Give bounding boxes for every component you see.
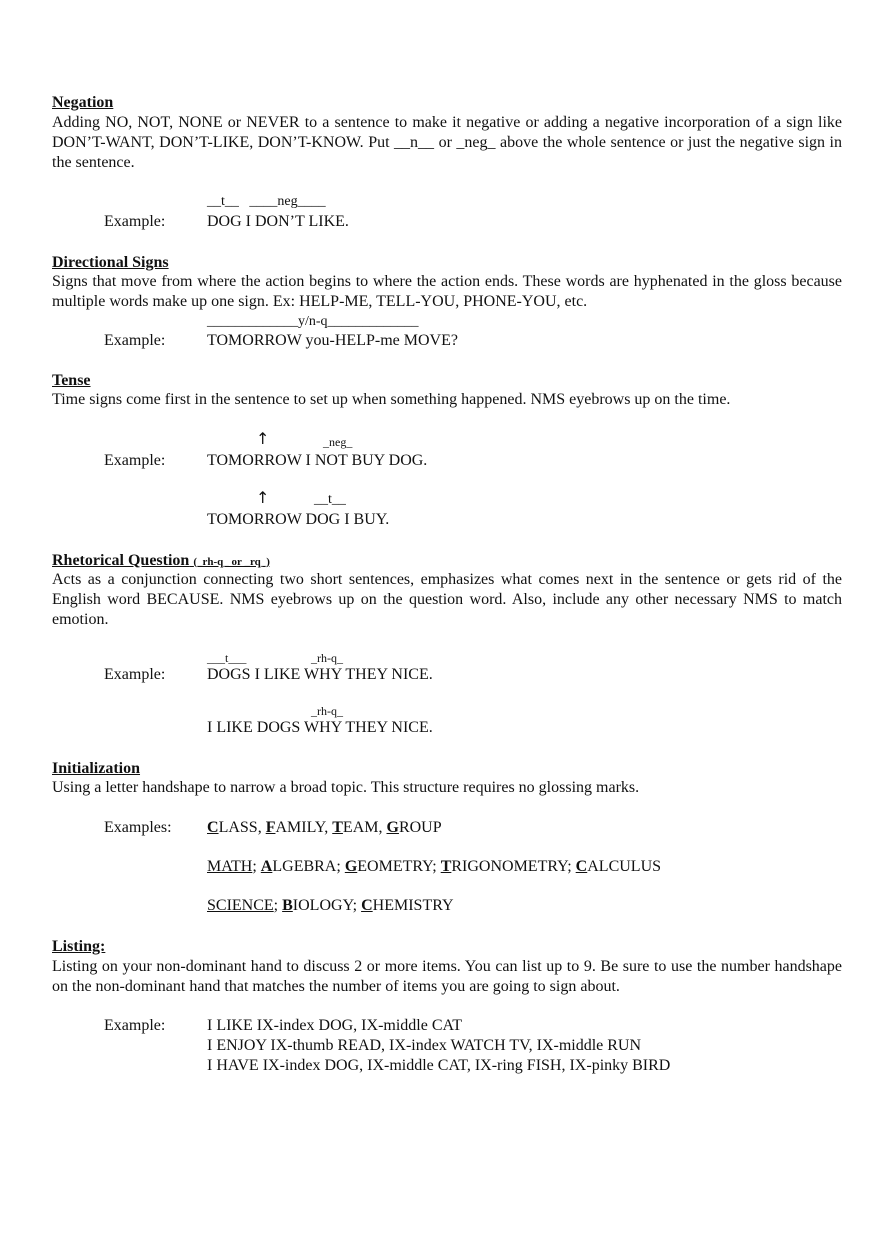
directional-example-label: Example: <box>104 332 166 349</box>
tense-example-label: Example: <box>104 452 166 469</box>
up-arrow-icon: ↑ <box>256 488 270 507</box>
negation-example-label: Example: <box>104 213 166 230</box>
initial-letter: C <box>575 858 588 875</box>
separator: ; <box>273 897 283 914</box>
tense-heading: Tense <box>52 372 91 389</box>
initial-letter: B <box>282 897 293 914</box>
topic-word: SCIENCE <box>207 897 274 914</box>
listing-example-line: I HAVE IX-index DOG, IX-middle CAT, IX-ring FISH, IX-pinky BIRD <box>207 1057 671 1074</box>
listing-example-label: Example: <box>104 1017 166 1034</box>
rhetorical-heading-title: Rhetorical Question <box>52 552 190 569</box>
rhetorical-heading-note: (_rh-q_ or _rq_) <box>193 556 270 568</box>
tense-example-gloss-2: TOMORROW DOG I BUY. <box>207 511 390 528</box>
negation-gloss-marks: __t__ ____neg____ <box>207 194 326 209</box>
initial-letter: C <box>361 897 373 914</box>
word-rest: EOMETRY; <box>357 858 441 875</box>
initial-letter: G <box>386 819 399 836</box>
negation-heading: Negation <box>52 94 114 111</box>
rhetorical-example-gloss-2: I LIKE DOGS WHY THEY NICE. <box>207 719 433 736</box>
rhetorical-example-label: Example: <box>104 666 166 683</box>
word-rest: LGEBRA; <box>272 858 345 875</box>
rhetorical-gloss-mark-1b: _rh-q_ <box>311 651 343 665</box>
initialization-example-line-2 <box>207 857 661 877</box>
tense-body: Time signs come first in the sentence to set up when something happened. NMS eyebrows up on the time. <box>52 391 731 408</box>
initial-letter: T <box>332 819 343 836</box>
word-rest: IOLOGY; <box>292 897 362 914</box>
initialization-example-label: Examples: <box>104 819 172 836</box>
rhetorical-heading <box>52 551 842 572</box>
directional-gloss-marks: _____________y/n-q_____________ <box>207 314 419 329</box>
up-arrow-icon: ↑ <box>256 429 270 448</box>
separator: ; <box>252 858 261 875</box>
initial-letter: C <box>207 819 219 836</box>
listing-body: Listing on your non-dominant hand to discuss 2 or more items. You can list up to 9. Be sure to use the number handshape on the non-dominant hand that matches the number of items you are going to sign about. <box>52 958 842 995</box>
initialization-example-line-1 <box>207 818 442 838</box>
directional-heading: Directional Signs <box>52 254 169 271</box>
tense-gloss-mark-2: __t__ <box>314 492 346 507</box>
rhetorical-example-gloss-1: DOGS I LIKE WHY THEY NICE. <box>207 666 433 683</box>
word-rest: AMILY, <box>275 819 333 836</box>
word-rest: HEMISTRY <box>372 897 454 914</box>
tense-gloss-mark-1: _neg_ <box>323 435 353 449</box>
rhetorical-body: Acts as a conjunction connecting two short sentences, emphasizes what comes next in the sentence or gets rid of the English word BECAUSE. NMS eyebrows up on the question word. Also, include any other necessary NMS to match emotion. <box>52 571 842 628</box>
rhetorical-gloss-mark-2: _rh-q_ <box>311 704 343 718</box>
rhetorical-gloss-mark-1a: ___t___ <box>207 651 247 665</box>
word-rest: ROUP <box>398 819 442 836</box>
directional-example-gloss: TOMORROW you-HELP-me MOVE? <box>207 332 458 349</box>
listing-example-line: I ENJOY IX-thumb READ, IX-index WATCH TV, IX-middle RUN <box>207 1037 642 1054</box>
directional-body: Signs that move from where the action begins to where the action ends. These words are hyphenated in the gloss because multiple words make up one sign. Ex: HELP-ME, TELL-YOU, PHONE-YOU, etc. <box>52 273 842 310</box>
initial-letter: G <box>344 858 358 875</box>
initial-letter: A <box>260 858 273 875</box>
listing-heading: Listing: <box>52 938 106 955</box>
negation-body: Adding NO, NOT, NONE or NEVER to a sentence to make it negative or adding a negative incorporation of a sign like DON’T-WANT, DON’T-LIKE, DON’T-KNOW. Put __n__ or _neg_ above the whole sentence or just the negative sign in the sentence. <box>52 114 842 171</box>
tense-example-gloss-1: TOMORROW I NOT BUY DOG. <box>207 452 428 469</box>
topic-word: MATH <box>207 858 253 875</box>
word-rest: LASS, <box>218 819 266 836</box>
word-rest: RIGONOMETRY; <box>451 858 576 875</box>
word-rest: EAM, <box>342 819 387 836</box>
initial-letter: T <box>440 858 452 875</box>
listing-example-line: I LIKE IX-index DOG, IX-middle CAT <box>207 1017 463 1034</box>
initial-letter: F <box>265 819 276 836</box>
initialization-body: Using a letter handshape to narrow a broad topic. This structure requires no glossing marks. <box>52 779 640 796</box>
initialization-heading: Initialization <box>52 760 141 777</box>
word-rest: ALCULUS <box>587 858 662 875</box>
negation-example-gloss: DOG I DON’T LIKE. <box>207 213 349 230</box>
initialization-example-line-3 <box>207 896 454 916</box>
